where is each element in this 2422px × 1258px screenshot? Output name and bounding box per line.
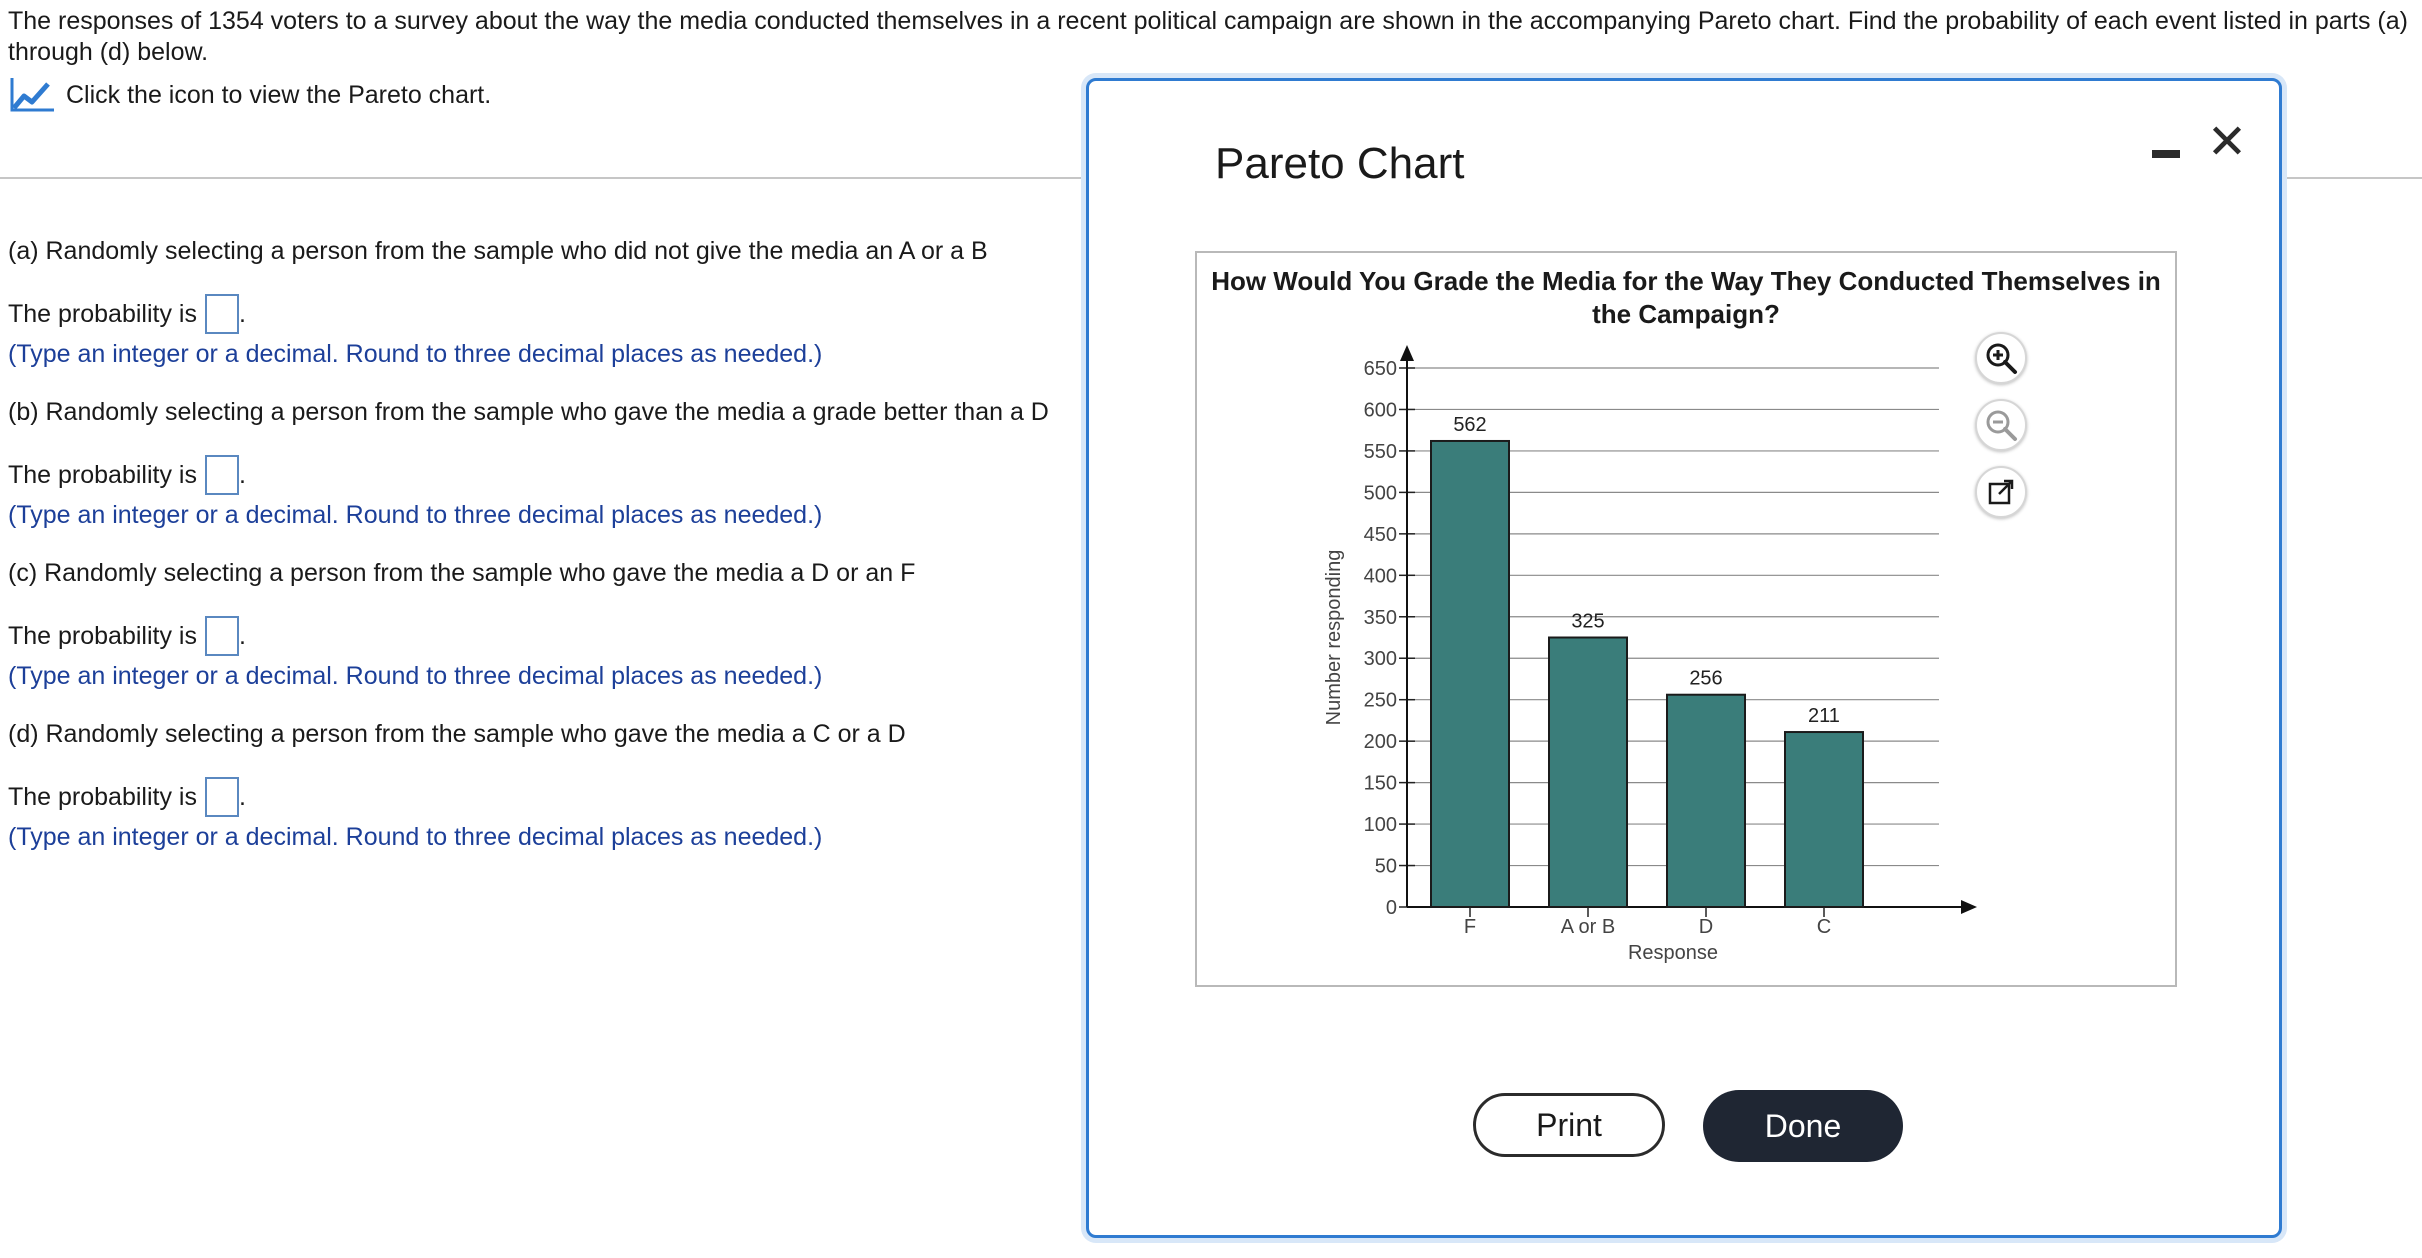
bar-value-label: 256 bbox=[1689, 667, 1723, 690]
view-chart-label[interactable]: Click the icon to view the Pareto chart. bbox=[66, 80, 492, 109]
x-axis-arrow bbox=[1961, 900, 1977, 914]
y-tick-label: 150 bbox=[1363, 772, 1397, 795]
zoom-in-icon[interactable] bbox=[1984, 341, 2018, 375]
period: . bbox=[238, 299, 246, 328]
x-tick-label: F bbox=[1463, 916, 1477, 938]
prob-label: The probability is bbox=[8, 621, 197, 650]
y-tick-label: 200 bbox=[1363, 731, 1397, 754]
prob-label: The probability is bbox=[8, 782, 197, 811]
period: . bbox=[238, 782, 246, 811]
chart-line-icon[interactable] bbox=[8, 76, 56, 114]
answer-row-b bbox=[8, 455, 246, 495]
question-c: (c) Randomly selecting a person from the sample who gave the media a D or an F bbox=[8, 559, 916, 587]
answer-row-d bbox=[8, 777, 246, 817]
y-axis-arrow bbox=[1400, 345, 1414, 361]
chart-title: How Would You Grade the Media for the Way They Conducted Themselves in the Campaign? bbox=[1211, 266, 2161, 329]
bar bbox=[1785, 732, 1863, 907]
close-button[interactable] bbox=[2201, 117, 2253, 169]
answer-input-b[interactable] bbox=[205, 455, 239, 495]
y-tick-label: 100 bbox=[1363, 814, 1397, 837]
y-tick-label: 250 bbox=[1363, 689, 1397, 712]
y-tick-label: 400 bbox=[1363, 565, 1397, 588]
bar-value-label: 211 bbox=[1808, 705, 1840, 728]
answer-input-c[interactable] bbox=[205, 616, 239, 656]
bar bbox=[1431, 441, 1509, 907]
hint-b: (Type an integer or a decimal. Round to three decimal places as needed.) bbox=[8, 501, 823, 529]
y-tick-label: 300 bbox=[1363, 648, 1397, 671]
bar bbox=[1667, 695, 1745, 907]
y-tick-label: 50 bbox=[1374, 855, 1397, 878]
answer-input-a[interactable] bbox=[205, 294, 239, 334]
period: . bbox=[238, 621, 246, 650]
chart-frame bbox=[1195, 251, 2177, 987]
y-tick-label: 0 bbox=[1385, 897, 1397, 919]
answer-input-d[interactable] bbox=[205, 777, 239, 817]
print-button[interactable]: Print bbox=[1473, 1093, 1665, 1157]
view-chart-link[interactable] bbox=[8, 76, 491, 114]
question-d: (d) Randomly selecting a person from the sample who gave the media a C or a D bbox=[8, 720, 906, 748]
done-button[interactable]: Done bbox=[1703, 1090, 1903, 1162]
x-axis-label: Response bbox=[1627, 942, 1719, 964]
bar-value-label: 562 bbox=[1453, 413, 1487, 436]
y-tick-label: 650 bbox=[1363, 358, 1397, 380]
minimize-icon[interactable] bbox=[2152, 150, 2180, 158]
y-tick-label: 550 bbox=[1363, 440, 1397, 463]
question-a: (a) Randomly selecting a person from the sample who did not give the media an A or a B bbox=[8, 237, 988, 265]
y-tick-label: 600 bbox=[1363, 399, 1397, 422]
bar bbox=[1549, 638, 1627, 908]
zoom-out-icon[interactable] bbox=[1984, 408, 2018, 442]
answer-row-a bbox=[8, 294, 246, 334]
problem-intro: The responses of 1354 voters to a survey about the way the media conducted themselves in a recent political campaign are shown in the accompanying Pareto chart. Find the probability of each event listed in parts (a) through (d) below. bbox=[8, 7, 2408, 66]
popout-button[interactable] bbox=[1975, 466, 2027, 518]
y-tick-label: 450 bbox=[1363, 523, 1397, 546]
x-tick-label: D bbox=[1698, 916, 1714, 938]
period: . bbox=[238, 460, 246, 489]
dialog-title: Pareto Chart bbox=[1215, 139, 1465, 188]
bar-value-label: 325 bbox=[1571, 610, 1605, 633]
prob-label: The probability is bbox=[8, 299, 197, 328]
minimize-button[interactable] bbox=[2149, 135, 2183, 169]
answer-row-c bbox=[8, 616, 246, 656]
x-tick-label: C bbox=[1816, 916, 1832, 938]
y-axis-label: Number responding bbox=[1323, 549, 1345, 726]
pareto-chart bbox=[1197, 253, 2175, 985]
hint-d: (Type an integer or a decimal. Round to three decimal places as needed.) bbox=[8, 823, 823, 851]
y-tick-label: 500 bbox=[1363, 482, 1397, 505]
close-icon[interactable]: ✕ bbox=[2206, 116, 2248, 169]
prob-label: The probability is bbox=[8, 460, 197, 489]
popout-icon[interactable] bbox=[1984, 475, 2018, 509]
pareto-chart-dialog bbox=[1086, 78, 2282, 1238]
hint-c: (Type an integer or a decimal. Round to three decimal places as needed.) bbox=[8, 662, 823, 690]
y-tick-label: 350 bbox=[1363, 606, 1397, 629]
hint-a: (Type an integer or a decimal. Round to three decimal places as needed.) bbox=[8, 340, 823, 368]
x-tick-label: A or B bbox=[1560, 916, 1616, 938]
zoom-out-button[interactable] bbox=[1975, 399, 2027, 451]
question-b: (b) Randomly selecting a person from the sample who gave the media a grade better than a D bbox=[8, 398, 1049, 426]
zoom-in-button[interactable] bbox=[1975, 332, 2027, 384]
